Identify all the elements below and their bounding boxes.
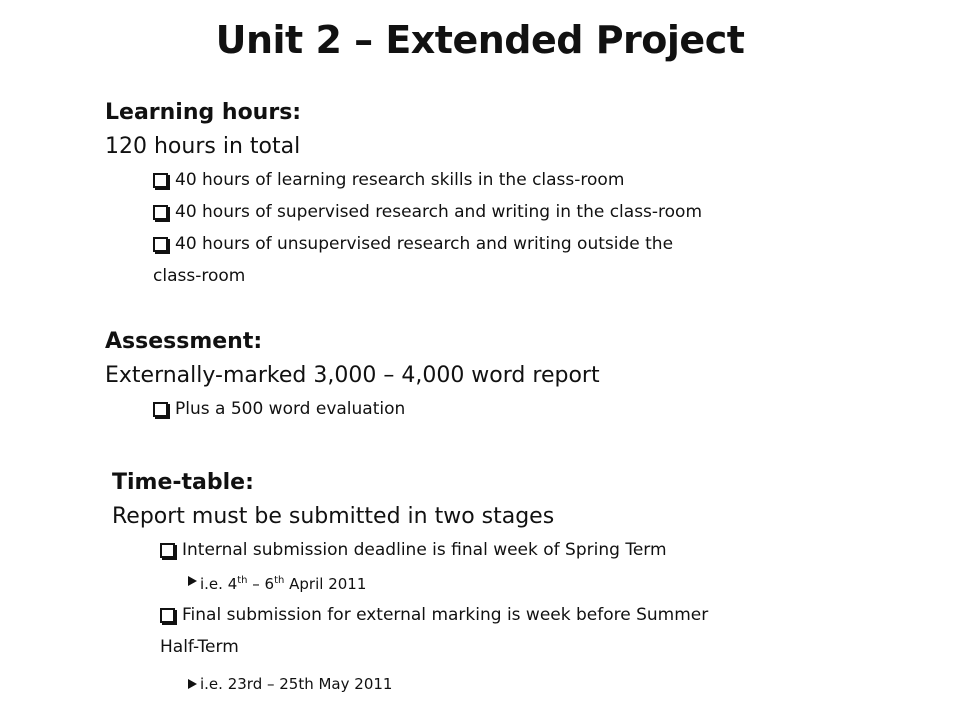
list-item: Final submission for external marking is week before Summer Half-Term — [160, 599, 708, 663]
checkbox-bullet-icon — [153, 237, 168, 252]
list-item: 40 hours of unsupervised research and writing outside the class-room — [153, 228, 702, 292]
checkbox-bullet-icon — [153, 173, 168, 188]
assessment-heading: Assessment: — [105, 329, 263, 354]
timetable-heading: Time-table: — [112, 470, 254, 495]
arrow-bullet-icon — [188, 576, 197, 586]
learning-hours-heading: Learning hours: — [105, 100, 302, 125]
arrow-bullet-icon — [188, 679, 197, 689]
list-item-continuation: class-room — [153, 266, 246, 286]
timetable-sublist — [112, 566, 708, 599]
assessment-list — [105, 393, 600, 425]
timetable-list-2 — [112, 599, 708, 663]
learning-hours-total: 120 hours in total — [105, 134, 301, 159]
learning-hours-section — [105, 96, 702, 292]
timetable-section — [112, 466, 708, 699]
list-item-continuation: Half-Term — [160, 637, 239, 657]
assessment-section — [105, 325, 600, 425]
checkbox-bullet-icon — [153, 402, 168, 417]
checkbox-bullet-icon — [160, 543, 175, 558]
list-item: Plus a 500 word evaluation — [153, 393, 600, 425]
assessment-description: Externally-marked 3,000 – 4,000 word report — [105, 363, 600, 388]
timetable-sublist-2 — [112, 669, 708, 699]
checkbox-bullet-icon — [153, 205, 168, 220]
list-item: i.e. 4th – 6th April 2011 — [188, 566, 708, 599]
checkbox-bullet-icon — [160, 608, 175, 623]
list-item: Internal submission deadline is final week of Spring Term — [160, 534, 708, 566]
timetable-list — [112, 534, 708, 566]
page-title: Unit 2 – Extended Project — [215, 18, 745, 62]
timetable-description: Report must be submitted in two stages — [112, 504, 555, 529]
list-item: 40 hours of learning research skills in the class-room — [153, 164, 702, 196]
list-item: i.e. 23rd – 25th May 2011 — [188, 669, 708, 699]
learning-hours-list — [105, 164, 702, 292]
list-item: 40 hours of supervised research and writing in the class-room — [153, 196, 702, 228]
